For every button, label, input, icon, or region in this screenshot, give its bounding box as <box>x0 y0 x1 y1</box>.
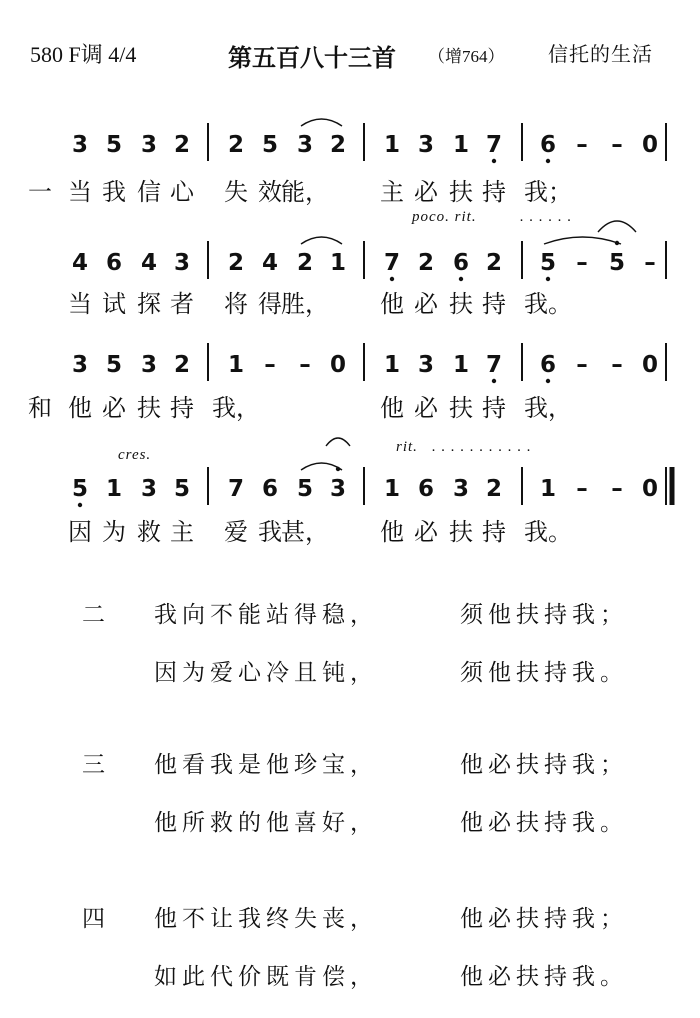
octave-dot-below <box>546 277 550 281</box>
note: 4 <box>261 250 279 276</box>
lyric-syllable: 持 <box>482 290 506 318</box>
note: 3 <box>417 132 435 158</box>
lyric-syllable: 我。 <box>524 290 572 318</box>
lyric-syllable: 必 <box>414 290 438 318</box>
tempo-mark-poco-rit: poco. rit. <box>412 209 477 225</box>
note: 3 <box>71 352 89 378</box>
note: 7 <box>485 352 503 378</box>
note: – <box>576 132 588 158</box>
lyric-syllable: 他 <box>380 290 404 318</box>
note: – <box>611 352 623 378</box>
verse-line: 他必扶持我。 <box>460 810 628 836</box>
lyric-syllable: 失 <box>224 178 248 206</box>
note: 6 <box>452 250 470 276</box>
note: 2 <box>227 250 245 276</box>
lyric-syllable: 他 <box>380 394 404 422</box>
note: 3 <box>140 352 158 378</box>
verse-line: 他看我是他珍宝， <box>154 752 378 778</box>
dynamic-mark-cres: cres. <box>118 447 152 463</box>
fermata-arc <box>598 221 636 232</box>
lyric-syllable: 得 <box>258 290 282 318</box>
lyric-syllable: 必 <box>102 394 126 422</box>
hymn-number-key: 580 F调 4/4 <box>30 42 137 67</box>
fermata-arc <box>326 438 350 446</box>
lyric-syllable: 必 <box>414 394 438 422</box>
note: 4 <box>140 250 158 276</box>
verse-line: 我向不能站得稳， <box>154 602 378 628</box>
note: 3 <box>71 132 89 158</box>
note: 5 <box>539 250 557 276</box>
verse-line: 因为爱心冷且钝， <box>154 660 378 686</box>
note: 5 <box>105 352 123 378</box>
note: 2 <box>485 476 503 502</box>
octave-dot-below <box>492 159 496 163</box>
lyric-syllable: 我。 <box>524 518 572 546</box>
lyric-syllable: 扶 <box>449 394 473 422</box>
note: 5 <box>608 250 626 276</box>
verse-line: 他所救的他喜好， <box>154 810 378 836</box>
note: 0 <box>641 132 659 158</box>
lyric-syllable: 试 <box>102 290 126 318</box>
lyric-syllable: 他 <box>380 518 404 546</box>
note: 1 <box>452 132 470 158</box>
octave-dot-below <box>390 277 394 281</box>
lyric-syllable: 一 <box>28 178 52 206</box>
lyric-syllable: 甚， <box>281 518 329 546</box>
hymn-category: 信托的生活 <box>548 42 653 66</box>
note: 7 <box>383 250 401 276</box>
verse-line: 须他扶持我。 <box>460 660 628 686</box>
slur <box>544 237 621 244</box>
lyric-syllable: 我 <box>258 518 282 546</box>
note: 1 <box>383 352 401 378</box>
lyric-syllable: 能， <box>281 178 329 206</box>
verse-line: 如此代价既肯偿， <box>154 964 378 990</box>
note: 1 <box>227 352 245 378</box>
note: 3 <box>417 352 435 378</box>
note: 0 <box>329 352 347 378</box>
note: 3 <box>452 476 470 502</box>
lyric-syllable: 扶 <box>449 518 473 546</box>
lyric-syllable: 我； <box>524 178 572 206</box>
note: – <box>576 250 588 276</box>
note: 5 <box>261 132 279 158</box>
note: 2 <box>173 132 191 158</box>
note: 7 <box>485 132 503 158</box>
lyric-syllable: 持 <box>482 394 506 422</box>
note: 1 <box>383 476 401 502</box>
note: 3 <box>296 132 314 158</box>
octave-dot-below <box>459 277 463 281</box>
note: 2 <box>296 250 314 276</box>
lyric-syllable: 心 <box>170 178 194 206</box>
lyric-syllable: 我， <box>212 394 260 422</box>
lyric-syllable: 探 <box>137 290 161 318</box>
note: 1 <box>329 250 347 276</box>
lyric-syllable: 主 <box>170 518 194 546</box>
note: 1 <box>105 476 123 502</box>
lyric-syllable: 为 <box>102 518 126 546</box>
note: 6 <box>105 250 123 276</box>
hymn-supplement-note: （增764） <box>428 47 505 66</box>
note: 1 <box>383 132 401 158</box>
octave-dot-below <box>546 379 550 383</box>
note: 5 <box>296 476 314 502</box>
lyric-syllable: 救 <box>137 518 161 546</box>
lyric-syllable: 我 <box>102 178 126 206</box>
note: 5 <box>71 476 89 502</box>
note: 0 <box>641 352 659 378</box>
lyric-syllable: 和 <box>28 394 52 422</box>
verse-line: 他必扶持我； <box>460 906 628 932</box>
verse-line: 他必扶持我； <box>460 752 628 778</box>
lyric-syllable: 当 <box>68 290 92 318</box>
lyric-syllable: 效 <box>258 178 282 206</box>
note: 6 <box>539 132 557 158</box>
slur <box>301 119 342 126</box>
lyric-syllable: 者 <box>170 290 194 318</box>
verse-line: 他必扶持我。 <box>460 964 628 990</box>
lyric-syllable: 扶 <box>449 290 473 318</box>
verse-line: 须他扶持我； <box>460 602 628 628</box>
note: 7 <box>227 476 245 502</box>
lyric-syllable: 胜， <box>281 290 329 318</box>
note: – <box>299 352 311 378</box>
note: 6 <box>417 476 435 502</box>
hymn-title: 第五百八十三首 <box>228 43 396 72</box>
note: 6 <box>539 352 557 378</box>
note: 2 <box>173 352 191 378</box>
lyric-syllable: 必 <box>414 518 438 546</box>
octave-dot-below <box>546 159 550 163</box>
lyric-syllable: 爱 <box>224 518 248 546</box>
lyric-syllable: 必 <box>414 178 438 206</box>
verse-number: 四 <box>82 906 110 932</box>
lyric-syllable: 他 <box>68 394 92 422</box>
lyric-syllable: 当 <box>68 178 92 206</box>
note: – <box>644 250 656 276</box>
octave-dot-below <box>492 379 496 383</box>
note: 5 <box>173 476 191 502</box>
lyric-syllable: 因 <box>68 518 92 546</box>
note: 3 <box>140 132 158 158</box>
note: 2 <box>227 132 245 158</box>
lyric-syllable: 持 <box>170 394 194 422</box>
note: 6 <box>261 476 279 502</box>
note: 3 <box>173 250 191 276</box>
slur <box>301 237 342 244</box>
note: 3 <box>140 476 158 502</box>
verse-line: 他不让我终失丧， <box>154 906 378 932</box>
note: – <box>611 132 623 158</box>
note: – <box>264 352 276 378</box>
lyric-syllable: 将 <box>224 290 248 318</box>
lyric-syllable: 扶 <box>137 394 161 422</box>
lyric-syllable: 信 <box>137 178 161 206</box>
octave-dot-below <box>78 503 82 507</box>
rit-continuation-dots: . . . . . . <box>520 209 573 225</box>
verse-number: 二 <box>82 602 110 628</box>
lyric-syllable: 扶 <box>449 178 473 206</box>
lyric-syllable: 持 <box>482 178 506 206</box>
note: – <box>611 476 623 502</box>
verse-number: 三 <box>82 752 110 778</box>
note: 1 <box>539 476 557 502</box>
note: 2 <box>417 250 435 276</box>
note: 0 <box>641 476 659 502</box>
lyric-syllable: 我， <box>524 394 572 422</box>
lyric-syllable: 持 <box>482 518 506 546</box>
note: 5 <box>105 132 123 158</box>
note: 3 <box>329 476 347 502</box>
note: 1 <box>452 352 470 378</box>
tempo-mark-rit: rit. <box>396 439 418 455</box>
rit-continuation-dots: . . . . . . . . . . . <box>432 439 532 455</box>
note: 2 <box>485 250 503 276</box>
lyric-syllable: 主 <box>380 178 404 206</box>
note: 4 <box>71 250 89 276</box>
note: – <box>576 352 588 378</box>
note: – <box>576 476 588 502</box>
note: 2 <box>329 132 347 158</box>
